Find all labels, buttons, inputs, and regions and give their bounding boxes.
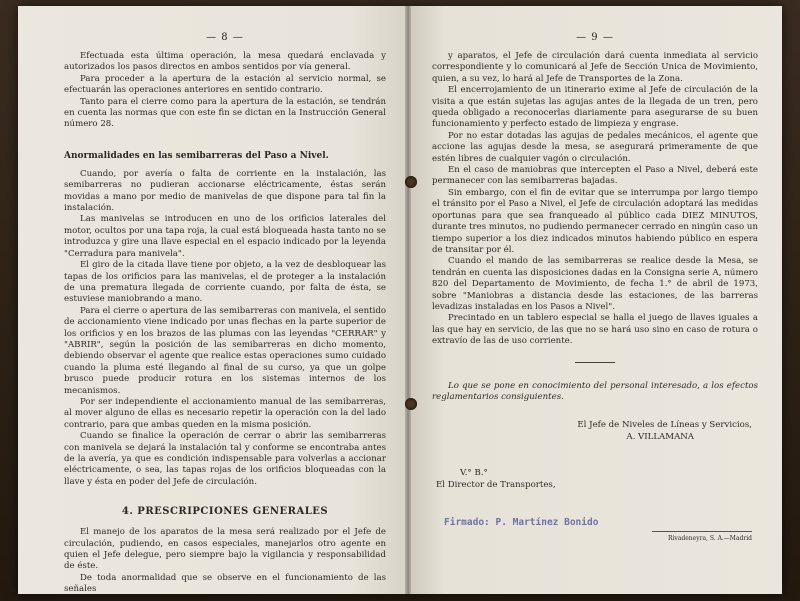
right-paragraph: Cuando el mando de las semibarreras se realice desde la Mesa, se tendrán en cuenta las disposiciones dadas en la Consigna serie A, número 820 del Departamento de Movimiento, de fecha 1.° de abril de 1973, sobre "Maniobras a distancia desde las estaciones, de las barreras levadizas instaladas en los Pasos a Nivel". [432, 256, 758, 312]
left-paragraph: Las manivelas se introducen en uno de los orificios laterales del motor, ocultos por una tapa roja, la cual está bloqueada hasta tanto no se introduzca y gire una llave especial en el espacio indicado por la leyenda "Cerradura para manivela". [64, 214, 386, 259]
left-paragraph: Cuando, por avería o falta de corriente en la instalación, las semibarreras no pudieran accionarse eléctricamente, éstas serán movidas a mano por medio de manivelas de que dispone para tal fin la instalación. [64, 168, 386, 214]
open-booklet [18, 6, 782, 594]
vb-title: El Director de Transportes, [436, 480, 556, 491]
signature-name: A. VILLAMANA [626, 432, 694, 443]
right-page [408, 6, 782, 594]
section-title-general: 4. PRESCRIPCIONES GENERALES [121, 506, 329, 518]
signature-block [432, 419, 758, 443]
signature-title: El Jefe de Niveles de Líneas y Servicios, [577, 420, 752, 431]
left-paragraph: El giro de la citada llave tiene por objeto, a la vez de desbloquear las tapas de los orificios para las manivelas, el de proteger a la instalación de una prematura llegada de corriente cuando, por falta de ésta, se estuviese maniobrando a mano. [64, 260, 386, 305]
signature-stamp: Firmado: P. Martínez Bonido [444, 517, 599, 529]
left-intro-paragraph: Tanto para el cierre como para la apertura de la estación, se tendrán en cuenta las normas que con este fin se dictan en la Instrucción General número 28. [64, 96, 386, 130]
section-heading-anomalies: Anormalidades en las semibarreras del Paso a Nivel. [64, 150, 329, 161]
separator-rule [575, 362, 615, 363]
right-paragraph: En el caso de maniobras que intercepten el Paso a Nivel, deberá este permanecer con las semibarreras bajadas. [432, 165, 758, 187]
printer-imprint: Rivadeneyra, S. A.—Madrid [652, 531, 752, 542]
left-intro-paragraph: Efectuada esta última operación, la mesa quedará enclavada y autorizados los pasos directos en ambos sentidos por vía general. [64, 51, 386, 73]
spine-fold [405, 6, 411, 594]
closing-note: Lo que se pone en conocimiento del personal interesado, a los efectos reglamentarios consiguientes. [432, 380, 758, 402]
left-paragraph: Por ser independiente el accionamiento manual de las semibarreras, al mover alguno de ellas es necesario repetir la operación con la del lado contrario, para que ambas queden en la misma posición. [64, 396, 386, 430]
binding-hole-top [405, 176, 417, 188]
approval-block [432, 467, 758, 491]
right-paragraph: Precintado en un tablero especial se halla el juego de llaves iguales a las que hay en servicio, de las que no se hará uso sino en caso de rotura o extravío de las de uso corriente. [432, 313, 758, 347]
right-paragraph: Por no estar dotadas las agujas de pedales mecánicos, el agente que accione las agujas desde la mesa, se asegurará primeramente de que estén libres de cualquier vagón o circulación. [432, 130, 758, 164]
binding-hole-bottom [405, 398, 417, 410]
left-paragraph: Para el cierre o apertura de las semibarreras con manivela, el sentido de accionamiento viene indicado por unas flechas en la parte superior de los orificios y en los brazos de las plumas con las leyendas "CERRAR" y "ABRIR", según la posición de las semibarreras en dicho momento, debiendo observar el agente que realice estas operaciones sumo cuidado cuando la pluma esté llegando al final de su curso, ya que un golpe brusco puede producir rotura en los sistemas internos de los mecanismos. [64, 305, 386, 396]
right-page-number: — 9 — [576, 32, 614, 43]
right-paragraph: Sin embargo, con el fin de evitar que se interrumpa por largo tiempo el tránsito por el Paso a Nivel, el Jefe de circulación adoptará las medidas oportunas para que sea franqueado al público cada DIEZ MINUTOS, durante tres minutos, no pudiendo permanecer cerrado en ningún caso un tiempo superior a los diez indicados minutos habiendo público en espera de transitar por él. [432, 187, 758, 255]
right-paragraph: El encerrojamiento de un itinerario exime al Jefe de circulación de la visita a que están sujetas las agujas antes de la llegada de un tren, pero queda obligado a reconocerlas diariamente para asegurarse de su buen funcionamiento y perfecto estado de limpieza y engrase. [432, 85, 758, 130]
left-intro-paragraph: Para proceder a la apertura de la estación al servicio normal, se efectuarán las operaciones anteriores en sentido contrario. [64, 73, 386, 96]
left-section-paragraph: De toda anormalidad que se observe en el funcionamiento de las señales [64, 572, 386, 594]
left-section-paragraph: El manejo de los aparatos de la mesa será realizado por el Jefe de circulación, pudiendo, en casos especiales, manejarlos otro agente en quien el Jefe delegue, pero siempre bajo la vigilancia y responsabilidad de éste. [64, 527, 386, 572]
left-paragraph: Cuando se finalice la operación de cerrar o abrir las semibarreras con manivela se dejará la instalación tal y conforme se encontraba antes de la avería, ya que es condición indispensable para volverlas a accionar eléctricamente, o sea, las tapas rojas de los orificios bloqueadas con la llave y ésta en poder del Jefe de circulación. [64, 431, 386, 487]
right-paragraph: y aparatos, el Jefe de circulación dará cuenta inmediata al servicio correspondiente y lo comunicará al Jefe de Sección Unica de Movimiento, quien, a su vez, lo hará al Jefe de Transportes de la Zona. [432, 51, 758, 84]
left-page [18, 6, 408, 594]
left-page-number: — 8 — [206, 32, 244, 43]
vb-mark: V.° B.° [460, 468, 488, 479]
